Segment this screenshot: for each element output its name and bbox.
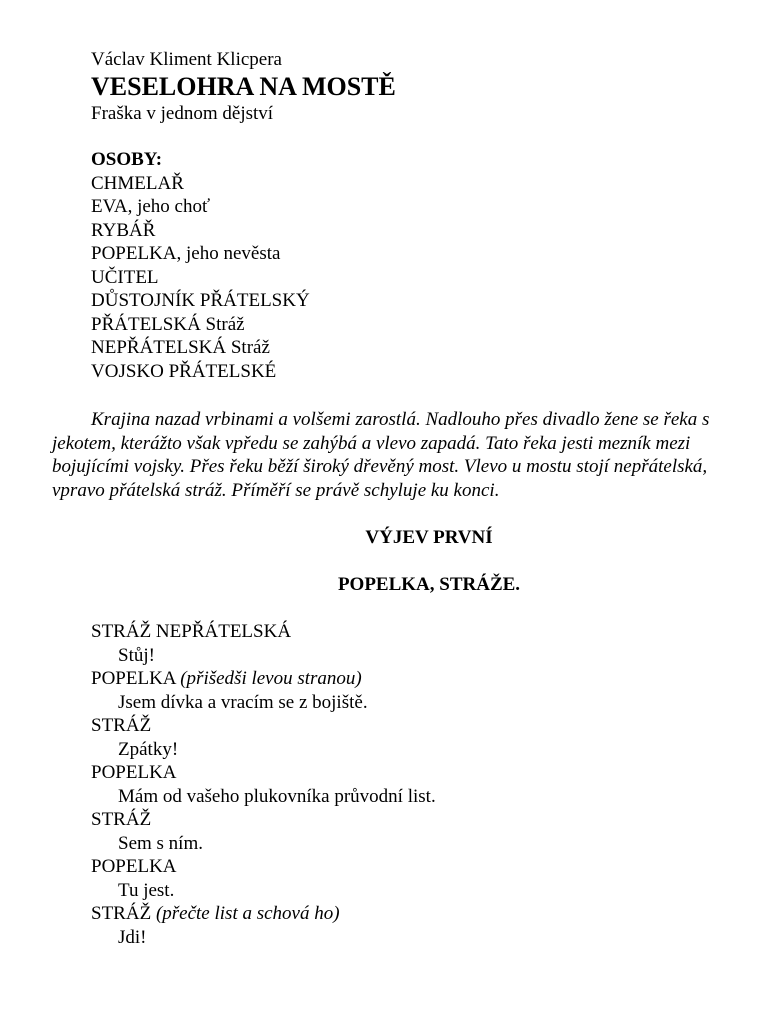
cast-item: POPELKA, jeho nevěsta: [91, 243, 281, 264]
dialogue-line: Sem s ním.: [118, 832, 203, 854]
speaker-label: POPELKA: [91, 762, 177, 783]
cast-heading: OSOBY:: [91, 149, 163, 170]
speaker-name: [91, 761, 768, 785]
speaker-label: STRÁŽ: [91, 903, 152, 924]
speaker-name: [91, 714, 768, 738]
speaker-label: POPELKA: [91, 856, 177, 877]
speaker-name: [91, 902, 768, 926]
play-subtitle: Fraška v jednom dějství: [91, 102, 274, 124]
dialogue-line: Jdi!: [118, 926, 147, 948]
speaker-name: [91, 855, 768, 879]
scene-title: VÝJEV PRVNÍ: [365, 527, 493, 548]
cast-item: CHMELAŘ: [91, 172, 184, 194]
cast-item: VOJSKO PŘÁTELSKÉ: [91, 360, 277, 382]
scene-persons: POPELKA, STRÁŽE.: [337, 573, 521, 595]
speaker-label: STRÁŽ: [91, 715, 152, 736]
speaker-label: STRÁŽ NEPŘÁTELSKÁ: [91, 621, 292, 642]
stage-direction: Krajina nazad vrbinami a volšemi zarostlá. Nadlouho přes divadlo žene se řeka s jekotem, kterážto však vpředu se zahýbá a vlevo zapadá. Tato řeka jesti mezník mezi bojujícími vojsky. Přes řeku běží široký dřevěný most. Vlevo u mostu stojí nepřátelská, vpravo přátelská stráž. Příměří se právě schyluje ku konci.: [52, 409, 710, 501]
dialogue-line: Stůj!: [118, 644, 155, 666]
cast-item: NEPŘÁTELSKÁ Stráž: [91, 337, 270, 358]
dialogue-line: Zpátky!: [118, 738, 179, 760]
author-name: Václav Kliment Klicpera: [91, 49, 282, 70]
cast-item: PŘÁTELSKÁ Stráž: [91, 313, 245, 335]
cast-item: RYBÁŘ: [91, 219, 156, 241]
speaker-direction: (přečte list a schová ho): [155, 903, 340, 924]
cast-item: EVA, jeho choť: [91, 196, 211, 217]
speaker-name: [91, 620, 768, 644]
cast-item: UČITEL: [91, 266, 159, 288]
speaker-label: STRÁŽ: [91, 809, 152, 830]
cast-list: [0, 148, 768, 383]
document-page: [0, 48, 768, 949]
speaker-name: [91, 667, 768, 691]
speaker-label: POPELKA: [91, 668, 176, 689]
dialogue-line: Jsem dívka a vracím se z bojiště.: [118, 691, 368, 713]
dialogue-line: Tu jest.: [118, 879, 175, 901]
dialogue: [0, 620, 768, 949]
speaker-direction: (přišedši levou stranou): [180, 668, 362, 689]
document-header: [0, 48, 768, 125]
play-title: VESELOHRA NA MOSTĚ: [91, 71, 396, 101]
speaker-name: [91, 808, 768, 832]
dialogue-line: Mám od vašeho plukovníka průvodní list.: [118, 785, 436, 807]
cast-item: DŮSTOJNÍK PŘÁTELSKÝ: [91, 290, 310, 311]
